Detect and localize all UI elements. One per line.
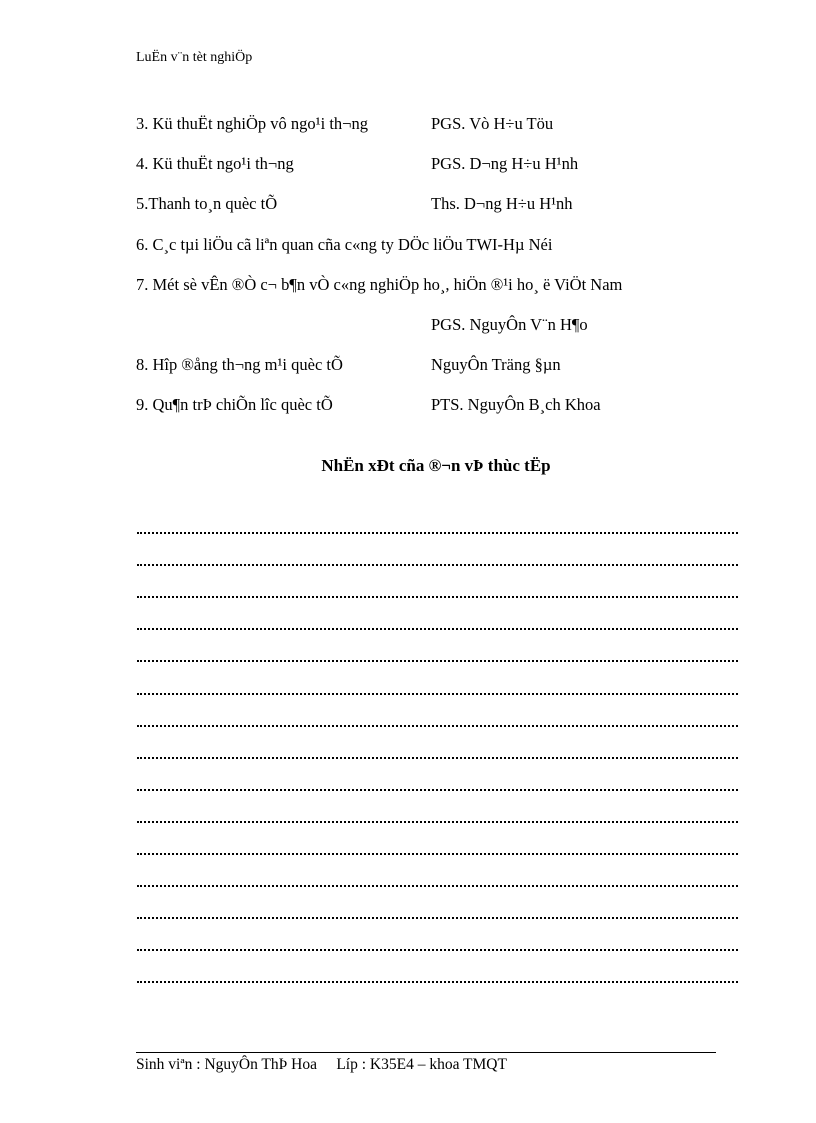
reference-author: PGS. D¬ng H÷u H¹nh <box>431 154 579 174</box>
reference-item <box>136 192 736 232</box>
section-title: NhËn xÐt cña ®¬n vÞ thùc tËp <box>321 456 551 475</box>
dotted-writing-lines <box>137 510 738 991</box>
footer-divider <box>136 1052 716 1053</box>
dotted-line <box>137 542 738 574</box>
reference-list <box>136 112 736 434</box>
dotted-line <box>137 703 738 735</box>
running-header: LuËn v¨n tèt nghiÖp <box>136 50 253 65</box>
dotted-line <box>137 606 738 638</box>
reference-title: 8. Hîp ®ång th¬ng m¹i quèc tÕ <box>136 355 343 375</box>
reference-title: 3. Kü thuËt nghiÖp vô ngo¹i th¬ng <box>136 114 368 133</box>
dotted-line <box>137 638 738 670</box>
reference-author: Ths. D¬ng H÷u H¹nh <box>431 194 573 214</box>
reference-author: PGS. Vò H÷u Töu <box>431 114 554 133</box>
reference-item <box>136 152 736 192</box>
dotted-line <box>137 831 738 863</box>
reference-title: 9. Qu¶n trÞ chiÕn lîc quèc tÕ <box>136 395 333 415</box>
reference-item <box>136 393 736 433</box>
dotted-line <box>137 959 738 991</box>
dotted-line <box>137 574 738 606</box>
dotted-line <box>137 735 738 767</box>
reference-author: PGS. NguyÔn V¨n H¶o <box>431 314 588 334</box>
dotted-line <box>137 799 738 831</box>
reference-item <box>136 313 736 353</box>
reference-author: NguyÔn Träng §µn <box>431 355 561 375</box>
dotted-line <box>137 767 738 799</box>
dotted-line <box>137 895 738 927</box>
reference-author: PTS. NguyÔn B¸ch Khoa <box>431 395 601 415</box>
reference-item <box>136 273 736 313</box>
reference-item <box>136 112 736 152</box>
reference-title: 5.Thanh to¸n quèc tÕ <box>136 194 278 214</box>
dotted-line <box>137 510 738 542</box>
footer-student: Sinh viªn : NguyÔn ThÞ Hoa <box>136 1056 317 1073</box>
reference-item <box>136 353 736 393</box>
dotted-line <box>137 927 738 959</box>
reference-title: 6. C¸c tµi liÖu cã liªn quan cña c«ng ty DÖc liÖu TWI-Hµ Néi <box>136 234 553 254</box>
footer-class: Líp : K35E4 – khoa TMQT <box>336 1056 507 1073</box>
dotted-line <box>137 670 738 702</box>
dotted-line <box>137 863 738 895</box>
page-footer <box>136 1056 507 1074</box>
reference-title: 4. Kü thuËt ngo¹i th¬ng <box>136 154 294 174</box>
reference-title: 7. Mét sè vÊn ®Ò c¬ b¶n vÒ c«ng nghiÖp ho¸, hiÖn ®¹i ho¸ ë ViÖt Nam <box>136 274 623 294</box>
reference-item <box>136 233 736 273</box>
